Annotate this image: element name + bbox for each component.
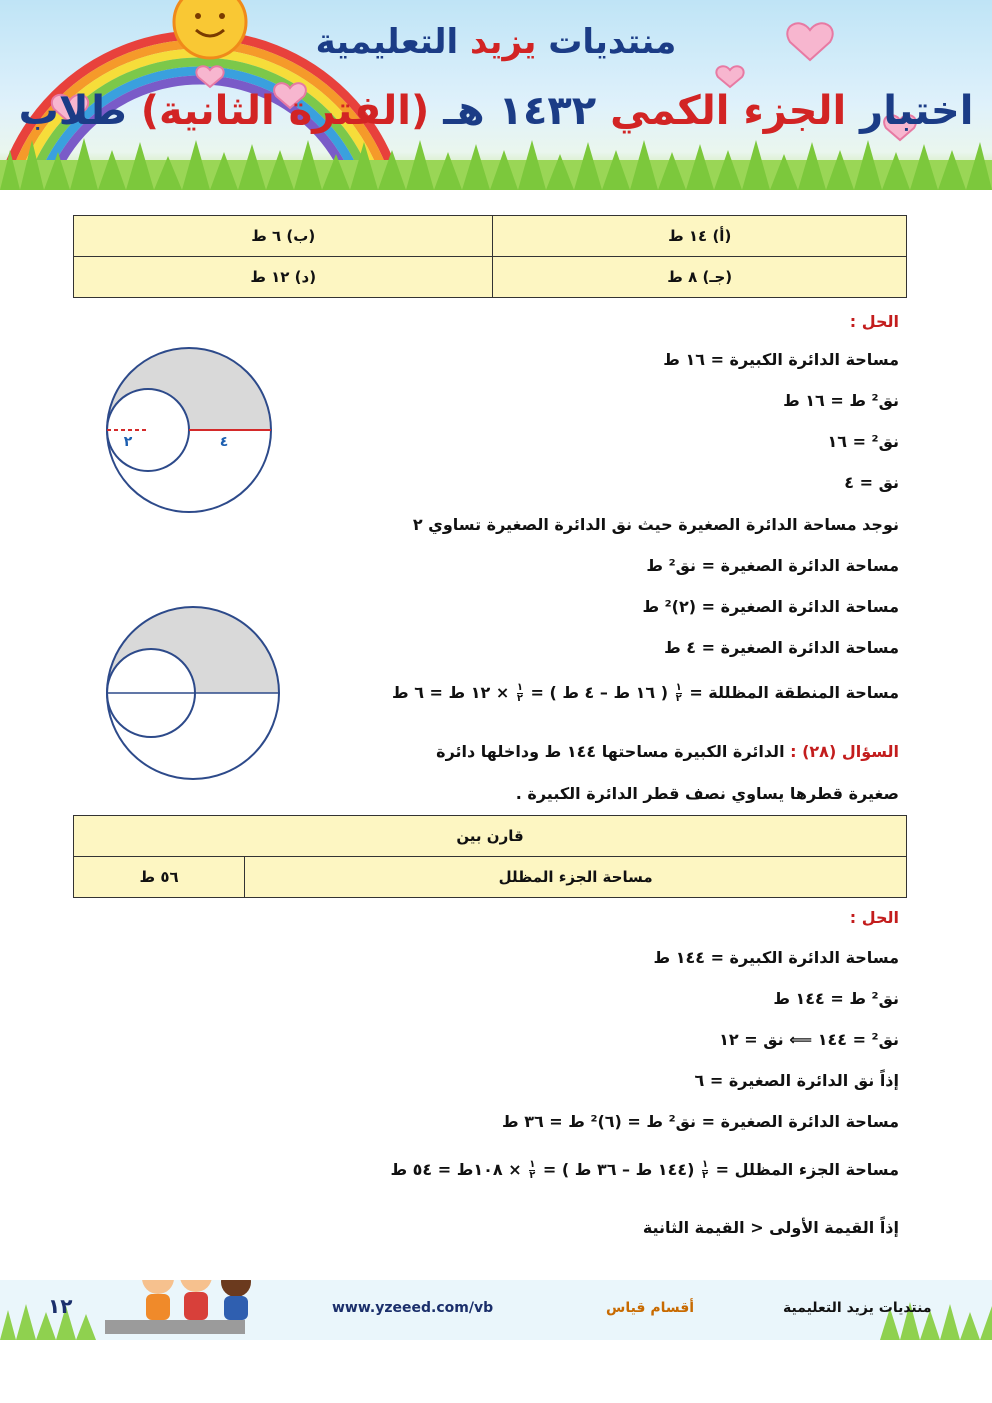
small-circle bbox=[107, 389, 189, 471]
formula-part: × ١٠٨ط = ٥٤ ط bbox=[390, 1160, 522, 1179]
option-d: (د) ١٢ ط bbox=[74, 257, 493, 298]
formula-part: مساحة المنطقة المظللة = bbox=[689, 683, 899, 702]
solution-line: مساحة الدائرة الكبيرة = ١٦ ط bbox=[663, 350, 899, 369]
site-title bbox=[0, 22, 992, 62]
option-b: (ب) ٦ ط bbox=[74, 216, 493, 257]
solution-line: مساحة الدائرة الكبيرة = ١٤٤ ط bbox=[653, 948, 899, 967]
solution-line: نق = ٤ bbox=[844, 473, 899, 492]
solution-label: الحل : bbox=[849, 312, 899, 331]
solution-line: نق² ط = ١٤٤ ط bbox=[773, 989, 899, 1008]
fraction-numerator: ١ bbox=[675, 682, 682, 693]
site-name-accent: يزيد bbox=[470, 22, 537, 62]
footer-url[interactable]: www.yzeeed.com/vb bbox=[332, 1300, 494, 1316]
exam-title-end: طلاب bbox=[18, 88, 127, 134]
footer-section: أقسام قياس bbox=[606, 1300, 695, 1316]
half-fraction bbox=[529, 1160, 535, 1181]
small-radius-label: ٢ bbox=[123, 434, 133, 450]
half-fraction bbox=[676, 683, 682, 704]
fraction-denominator: ٢ bbox=[516, 693, 523, 704]
exam-title-year: ١٤٣٢ هـ bbox=[443, 88, 597, 134]
compare-table bbox=[73, 815, 907, 898]
fraction-denominator: ٢ bbox=[675, 693, 682, 704]
exam-title-start: اختبار bbox=[860, 88, 974, 134]
solution-line: إذاً نق الدائرة الصغيرة = ٦ bbox=[694, 1071, 899, 1090]
question-text: الدائرة الكبيرة مساحتها ١٤٤ ط وداخلها دائرة bbox=[436, 742, 785, 761]
solution-line: مساحة الدائرة الصغيرة = ٤ ط bbox=[664, 638, 899, 657]
fraction-denominator: ٢ bbox=[701, 1170, 709, 1181]
formula-part: ( ١٦ ط – ٤ ط ) = bbox=[530, 683, 669, 702]
solution-line: نوجد مساحة الدائرة الصغيرة حيث نق الدائرة الصغيرة تساوي ٢ bbox=[412, 515, 899, 534]
grass-decoration bbox=[0, 138, 992, 190]
compare-first-value: مساحة الجزء المظلل bbox=[245, 857, 907, 898]
exam-title-period: (الفترة الثانية) bbox=[140, 88, 430, 134]
footer-site-name: منتديات يزيد التعليمية bbox=[783, 1300, 932, 1316]
circle-diagram-1 bbox=[100, 345, 280, 515]
solution-line: مساحة الدائرة الصغيرة = نق² ط bbox=[646, 556, 899, 575]
half-fraction bbox=[702, 1160, 708, 1181]
formula-part: × ١٢ ط = ٦ ط bbox=[392, 683, 510, 702]
option-c: (جـ) ٨ ط bbox=[493, 257, 907, 298]
large-radius-label: ٤ bbox=[219, 434, 229, 450]
circle-diagram-2 bbox=[100, 600, 290, 780]
exam-title bbox=[0, 88, 992, 134]
solution-line: نق² = ١٦ bbox=[827, 432, 899, 451]
fraction-numerator: ١ bbox=[701, 1159, 709, 1170]
compare-header: قارن بين bbox=[74, 816, 907, 857]
question-text: صغيرة قطرها يساوي نصف قطر الدائرة الكبيرة . bbox=[515, 784, 899, 803]
conclusion-line: إذاً القيمة الأولى < القيمة الثانية bbox=[642, 1218, 899, 1237]
solution-line: نق² ط = ١٦ ط bbox=[783, 391, 899, 410]
site-name-end: التعليمية bbox=[315, 22, 459, 62]
formula-part: مساحة الجزء المظلل = bbox=[715, 1160, 899, 1179]
solution-line: مساحة الدائرة الصغيرة = (٢)² ط bbox=[642, 597, 899, 616]
compare-second-value: ٥٦ ط bbox=[74, 857, 245, 898]
formula-part: (١٤٤ ط – ٣٦ ط ) = bbox=[542, 1160, 695, 1179]
fraction-numerator: ١ bbox=[529, 1159, 536, 1170]
fraction-denominator: ٢ bbox=[529, 1170, 536, 1181]
site-name: منتديات bbox=[548, 22, 677, 62]
page-number: ١٢ bbox=[48, 1294, 73, 1318]
shaded-area-formula bbox=[392, 683, 899, 704]
exam-title-accent: الجزء الكمي bbox=[610, 88, 847, 134]
shaded-part-formula bbox=[390, 1160, 899, 1181]
question-label: السؤال (٢٨) : bbox=[790, 742, 899, 761]
solution-line: نق² = ١٤٤ ⟸ نق = ١٢ bbox=[719, 1030, 899, 1049]
answer-options-table bbox=[73, 215, 907, 298]
page-footer bbox=[0, 1280, 992, 1340]
half-fraction bbox=[517, 683, 523, 704]
solution-line: مساحة الدائرة الصغيرة = نق² ط = (٦)² ط = ٣٦ ط bbox=[502, 1112, 899, 1131]
fraction-numerator: ١ bbox=[516, 682, 523, 693]
option-a: (أ) ١٤ ط bbox=[493, 216, 907, 257]
solution-label: الحل : bbox=[849, 908, 899, 927]
page-header bbox=[0, 0, 992, 190]
question-28 bbox=[436, 742, 899, 761]
